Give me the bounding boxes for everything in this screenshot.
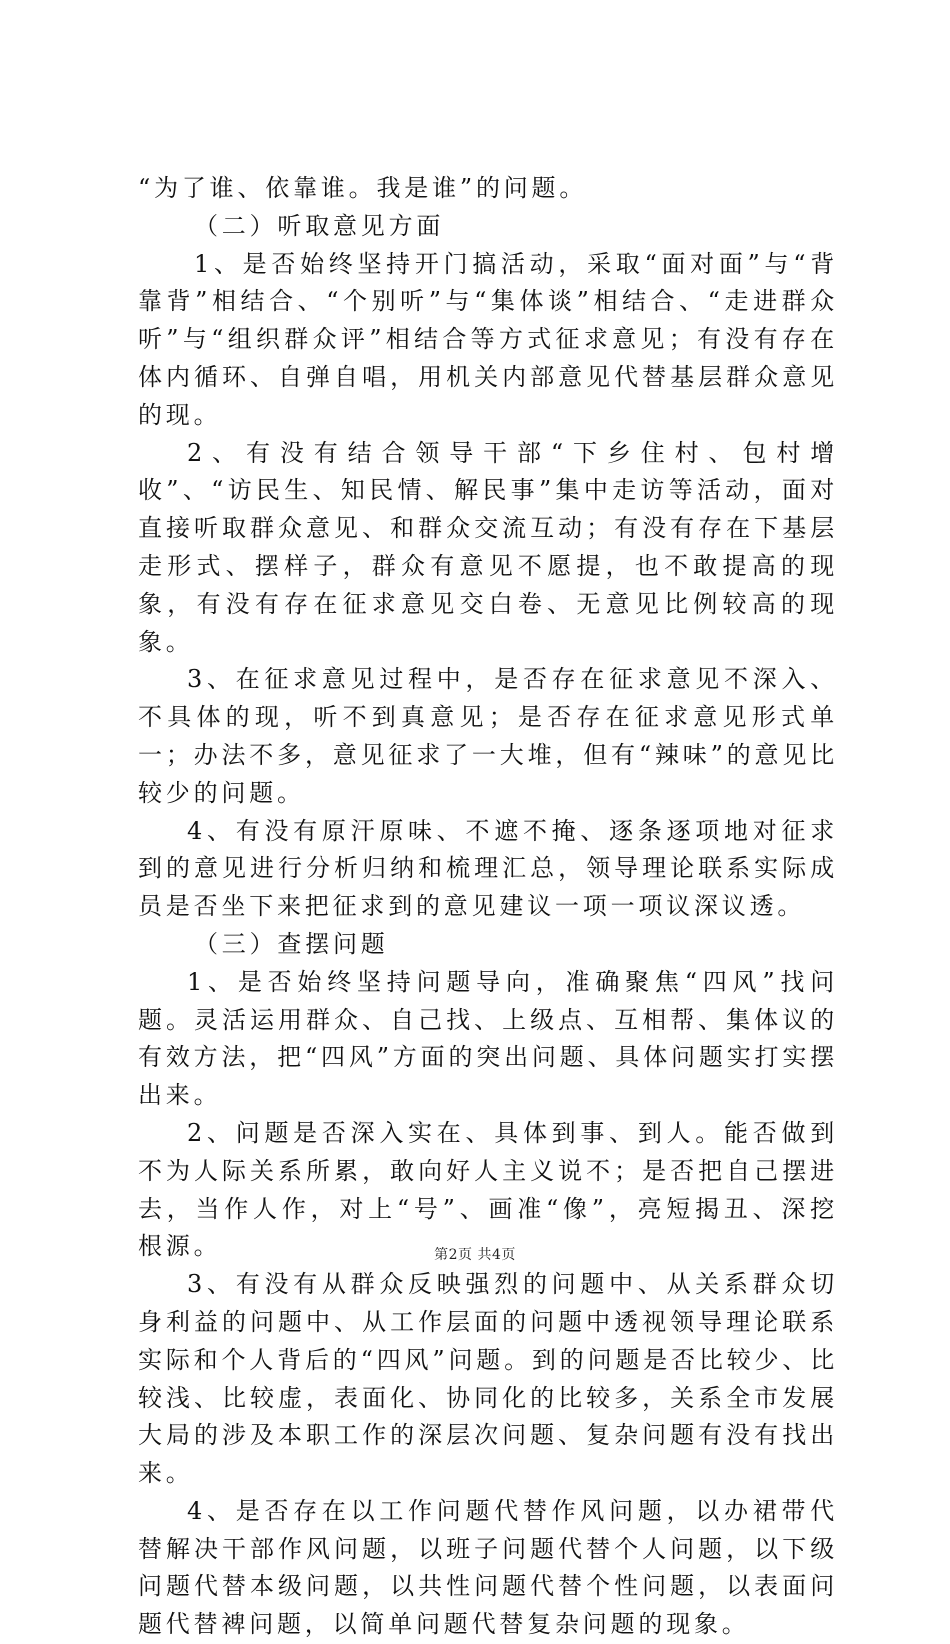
paragraph: 3、有没有从群众反映强烈的问题中、从关系群众切身利益的问题中、从工作层面的问题中透视领导理论联系实际和个人背后的“四风”问题。到的问题是否比较少、比较浅、比较虚，表面化、协同化的比较多，关系全市发展大局的涉及本职工作的深层次问题、复杂问题有没有找出来。 — [138, 1270, 838, 1488]
page-number-footer: 第2页 共4页 — [434, 1247, 516, 1263]
paragraph: 1、是否始终坚持问题导向，准确聚焦“四风”找问题。灵活运用群众、自己找、上级点、互相帮、集体议的有效方法，把“四风”方面的突出问题、具体问题实打实摆出来。 — [138, 967, 838, 1110]
document-body — [138, 170, 838, 1644]
paragraph: 2、有没有结合领导干部“下乡住村、包村增收”、“访民生、知民情、解民事”集中走访等活动，面对直接听取群众意见、和群众交流互动；有没有存在下基层走形式、摆样子，群众有意见不愿提，也不敢提高的现象，有没有存在征求意见交白卷、无意见比例较高的现象。 — [138, 438, 838, 656]
paragraph: 2、问题是否深入实在、具体到事、到人。能否做到不为人际关系所累，敢向好人主义说不；是否把自己摆进去，当作人作，对上“号”、画准“像”，亮短揭丑、深挖根源。 — [138, 1118, 838, 1261]
paragraph: 3、在征求意见过程中，是否存在征求意见不深入、不具体的现，听不到真意见；是否存在征求意见形式单一；办法不多，意见征求了一大堆，但有“辣味”的意见比较少的问题。 — [138, 665, 838, 807]
paragraph: 1、是否始终坚持开门搞活动，采取“面对面”与“背靠背”相结合、“个别听”与“集体谈”相结合、“走进群众听”与“组织群众评”相结合等方式征求意见；有没有存在体内循环、自弹自唱，用机关内部意见代替基层群众意见的现。 — [138, 249, 838, 429]
paragraph: 4、是否存在以工作问题代替作风问题，以办裙带代替解决干部作风问题，以班子问题代替个人问题，以下级问题代替本级问题，以共性问题代替个性问题，以表面问题代替裨问题，以简单问题代替复杂问题的现象。 — [138, 1496, 838, 1639]
paragraph: 4、有没有原汗原味、不遮不掩、逐条逐项地对征求到的意见进行分析归纳和梳理汇总，领导理论联系实际成员是否坐下来把征求到的意见建议一项一项议深议透。 — [138, 816, 838, 921]
section-heading-listen-opinions: （二）听取意见方面 — [194, 211, 445, 240]
paragraph-continuation: “为了谁、依靠谁。我是谁”的问题。 — [138, 174, 588, 202]
section-heading-find-problems: （三）查摆问题 — [194, 929, 389, 958]
